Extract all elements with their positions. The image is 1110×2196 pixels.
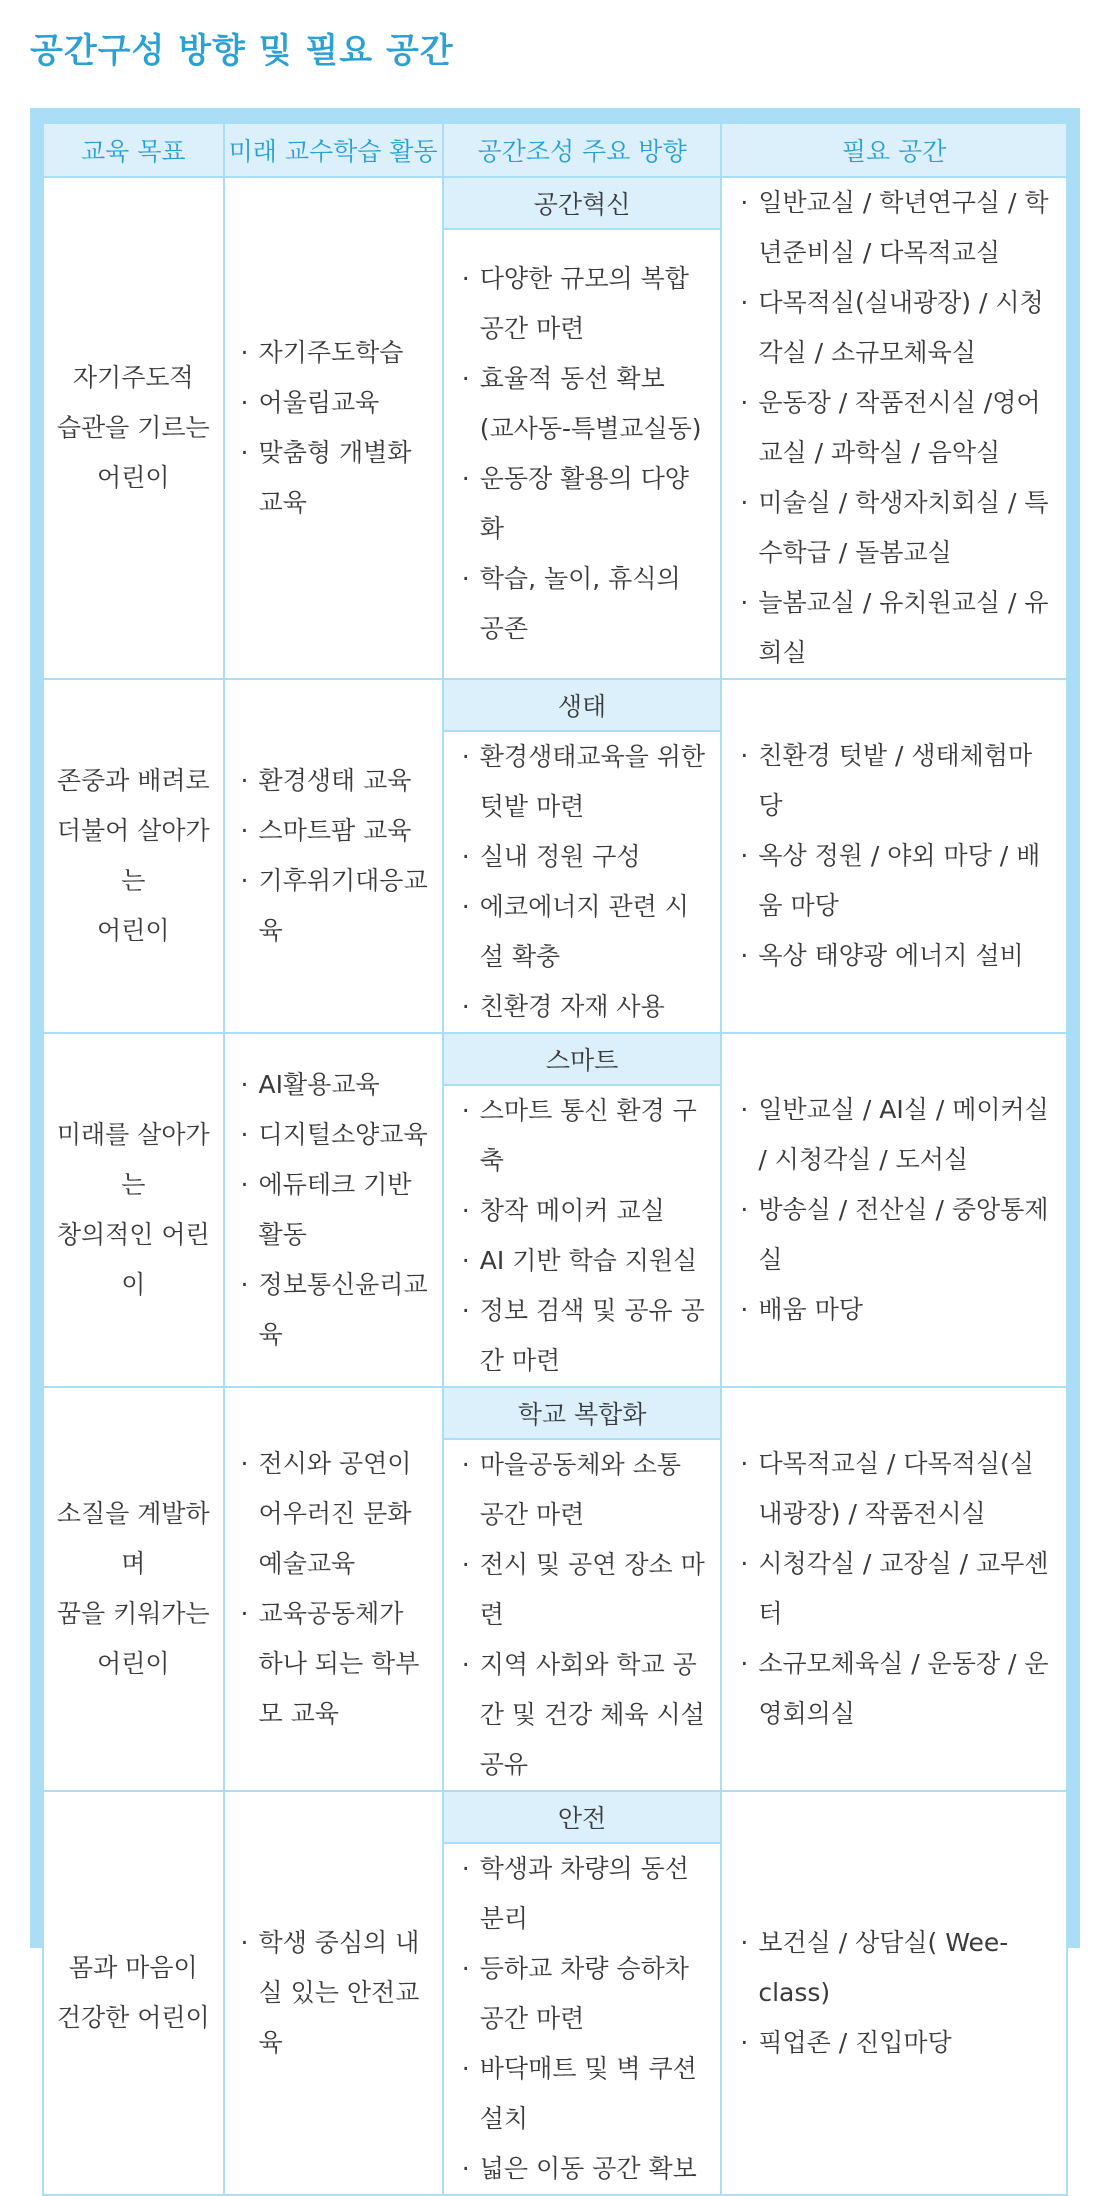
activity-item: · AI활용교육 — [237, 1060, 430, 1110]
space-item: · 방송실 / 전산실 / 중앙통제실 — [736, 1185, 1052, 1285]
space-item: · 옥상 태양광 에너지 설비 — [736, 931, 1052, 981]
table-frame — [30, 108, 1080, 2183]
activity-item: · 정보통신윤리교육 — [237, 1260, 430, 1360]
direction-cell — [443, 679, 722, 1033]
direction-item: · AI 기반 학습 지원실 — [458, 1236, 707, 1286]
direction-title: 생태 — [444, 680, 721, 731]
goal-line: 더불어 살아가는 — [56, 816, 210, 895]
space-item: · 보건실 / 상담실( Wee-class) — [736, 1918, 1052, 2018]
space-item: · 친환경 텃밭 / 생태체험마당 — [736, 731, 1052, 831]
space-item: · 시청각실 / 교장실 / 교무센터 — [736, 1539, 1052, 1639]
space-plan-table — [42, 122, 1068, 2196]
activity-item: · 기후위기대응교육 — [237, 856, 430, 956]
activity-item: · 에듀테크 기반 활동 — [237, 1160, 430, 1260]
direction-item: · 스마트 통신 환경 구축 — [458, 1086, 707, 1186]
space-item: · 미술실 / 학생자치회실 / 특수학급 / 돌봄교실 — [736, 478, 1052, 578]
goal-line: 자기주도적 — [72, 363, 194, 392]
activity-item: · 환경생태 교육 — [237, 756, 430, 806]
direction-item: · 넓은 이동 공간 확보 — [458, 2144, 707, 2194]
table-row — [43, 177, 1067, 679]
activities-cell — [224, 1033, 443, 1387]
activities-cell — [224, 1387, 443, 1791]
table-row — [43, 679, 1067, 1033]
goal-cell — [43, 679, 224, 1033]
space-item: · 다목적교실 / 다목적실(실내광장) / 작품전시실 — [736, 1439, 1052, 1539]
activities-cell — [224, 177, 443, 679]
space-item: · 픽업존 / 진입마당 — [736, 2018, 1052, 2068]
direction-item: · 운동장 활용의 다양화 — [458, 454, 707, 554]
spaces-cell — [721, 177, 1067, 679]
goal-line: 몸과 마음이 — [68, 1953, 198, 1982]
header-activities: 미래 교수학습 활동 — [224, 123, 443, 177]
activities-cell — [224, 1791, 443, 2195]
goal-line: 습관을 기르는 — [56, 413, 210, 442]
direction-title: 학교 복합화 — [444, 1388, 721, 1439]
spaces-cell — [721, 1387, 1067, 1791]
header-row — [43, 123, 1067, 177]
space-item: · 소규모체육실 / 운동장 / 운영회의실 — [736, 1639, 1052, 1739]
activity-item: · 스마트팜 교육 — [237, 806, 430, 856]
header-directions: 공간조성 주요 방향 — [443, 123, 722, 177]
table-row — [43, 1387, 1067, 1791]
activities-cell — [224, 679, 443, 1033]
direction-item: · 창작 메이커 교실 — [458, 1186, 707, 1236]
spaces-cell — [721, 679, 1067, 1033]
spaces-cell — [721, 1033, 1067, 1387]
direction-item: · 전시 및 공연 장소 마련 — [458, 1540, 707, 1640]
direction-item: · 마을공동체와 소통 공간 마련 — [458, 1440, 707, 1540]
goal-line: 소질을 계발하며 — [56, 1499, 210, 1578]
activity-item: · 맞춤형 개별화교육 — [237, 428, 430, 528]
direction-item: · 정보 검색 및 공유 공간 마련 — [458, 1286, 707, 1386]
direction-item: · 바닥매트 및 벽 쿠션 설치 — [458, 2044, 707, 2144]
space-item: · 일반교실 / 학년연구실 / 학년준비실 / 다목적교실 — [736, 178, 1052, 278]
table-row — [43, 1033, 1067, 1387]
direction-item: · 실내 정원 구성 — [458, 832, 707, 882]
direction-title: 안전 — [444, 1792, 721, 1843]
goal-line: 창의적인 어린이 — [56, 1220, 210, 1299]
direction-title: 공간혁신 — [444, 178, 721, 229]
space-item: · 옥상 정원 / 야외 마당 / 배움 마당 — [736, 831, 1052, 931]
activity-item: · 어울림교육 — [237, 378, 430, 428]
goal-cell — [43, 1791, 224, 2195]
direction-item: · 환경생태교육을 위한 텃밭 마련 — [458, 732, 707, 832]
goal-line: 미래를 살아가는 — [56, 1120, 210, 1199]
direction-cell — [443, 1387, 722, 1791]
space-item: · 운동장 / 작품전시실 /영어교실 / 과학실 / 음악실 — [736, 378, 1052, 478]
goal-cell — [43, 177, 224, 679]
goal-line: 어린이 — [97, 916, 170, 945]
goal-line: 존중과 배려로 — [56, 766, 210, 795]
goal-cell — [43, 1033, 224, 1387]
direction-item: · 등하교 차량 승하차 공간 마련 — [458, 1944, 707, 2044]
table-row — [43, 1791, 1067, 2195]
space-item: · 일반교실 / AI실 / 메이커실 / 시청각실 / 도서실 — [736, 1085, 1052, 1185]
activity-item: · 학생 중심의 내실 있는 안전교육 — [237, 1918, 430, 2068]
spaces-cell — [721, 1791, 1067, 2195]
activity-item: · 전시와 공연이 어우러진 문화예술교육 — [237, 1439, 430, 1589]
goal-line: 어린이 — [97, 1649, 170, 1678]
direction-item: · 효율적 동선 확보 (교사동-특별교실동) — [458, 354, 707, 454]
direction-item: · 에코에너지 관련 시설 확충 — [458, 882, 707, 982]
direction-item: · 다양한 규모의 복합 공간 마련 — [458, 254, 707, 354]
direction-item: · 학생과 차량의 동선 분리 — [458, 1844, 707, 1944]
space-item: · 늘봄교실 / 유치원교실 / 유희실 — [736, 578, 1052, 678]
activity-item: · 자기주도학습 — [237, 328, 430, 378]
goal-line: 어린이 — [97, 463, 170, 492]
space-item: · 배움 마당 — [736, 1285, 1052, 1335]
direction-title: 스마트 — [444, 1034, 721, 1085]
direction-item: · 친환경 자재 사용 — [458, 982, 707, 1032]
header-spaces: 필요 공간 — [721, 123, 1067, 177]
direction-cell — [443, 1033, 722, 1387]
space-item: · 다목적실(실내광장) / 시청각실 / 소규모체육실 — [736, 278, 1052, 378]
header-goal: 교육 목표 — [43, 123, 224, 177]
activity-item: · 디지털소양교육 — [237, 1110, 430, 1160]
direction-cell — [443, 177, 722, 679]
goal-line: 꿈을 키워가는 — [56, 1599, 210, 1628]
goal-line: 건강한 어린이 — [56, 2003, 210, 2032]
activity-item: · 교육공동체가 하나 되는 학부모 교육 — [237, 1589, 430, 1739]
direction-item: · 지역 사회와 학교 공간 및 건강 체육 시설 공유 — [458, 1640, 707, 1790]
page-title: 공간구성 방향 및 필요 공간 — [30, 31, 454, 71]
goal-cell — [43, 1387, 224, 1791]
direction-item: · 학습, 놀이, 휴식의 공존 — [458, 554, 707, 654]
direction-cell — [443, 1791, 722, 2195]
